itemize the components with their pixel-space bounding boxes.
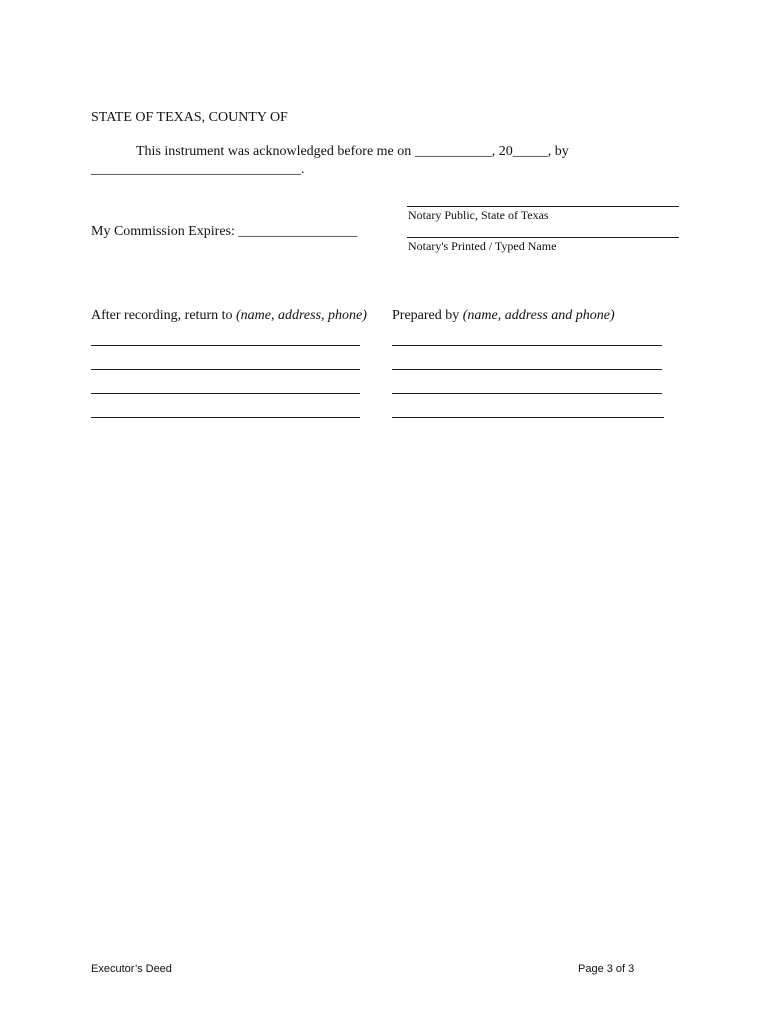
return-to-line-2[interactable] [91, 369, 360, 370]
prepared-by-heading [392, 308, 615, 324]
acknowledgment-year-prefix: , 20 [491, 144, 513, 159]
acknowledgment-date-blank[interactable]: ___________ [414, 144, 492, 159]
acknowledgment-end: . [301, 162, 305, 177]
footer-document-title: Executor’s Deed [91, 963, 172, 975]
prepared-by-line-3[interactable] [392, 393, 662, 394]
acknowledgment-prefix: This instrument was acknowledged before me on [136, 144, 412, 159]
prepared-by-line-1[interactable] [392, 345, 662, 346]
acknowledgment-sentence [136, 144, 569, 160]
acknowledgment-name-blank[interactable]: ______________________________ [91, 162, 301, 177]
footer-page-number: Page 3 of 3 [578, 963, 635, 975]
return-to-label: After recording, return to [91, 308, 233, 323]
notary-printed-name-line[interactable] [407, 237, 679, 238]
prepared-by-line-4[interactable] [392, 417, 664, 418]
return-to-heading [91, 308, 367, 324]
county-heading: STATE OF TEXAS, COUNTY OF [91, 110, 288, 125]
notary-printed-name-label: Notary's Printed / Typed Name [408, 239, 557, 253]
commission-expires [91, 224, 357, 240]
prepared-by-detail: (name, address and phone) [462, 308, 615, 323]
acknowledgment-suffix: , by [547, 144, 569, 159]
prepared-by-line-2[interactable] [392, 369, 662, 370]
acknowledgment-year-blank[interactable]: _____ [512, 144, 548, 159]
return-to-line-1[interactable] [91, 345, 360, 346]
prepared-by-label: Prepared by [392, 308, 460, 323]
commission-expires-blank[interactable]: _________________ [238, 224, 358, 239]
notary-public-label: Notary Public, State of Texas [408, 208, 549, 222]
notary-signature-line[interactable] [407, 206, 679, 207]
return-to-line-3[interactable] [91, 393, 360, 394]
return-to-detail: (name, address, phone) [236, 308, 367, 323]
return-to-line-4[interactable] [91, 417, 360, 418]
acknowledgment-name-line [91, 162, 305, 178]
commission-expires-label: My Commission Expires: [91, 224, 235, 239]
